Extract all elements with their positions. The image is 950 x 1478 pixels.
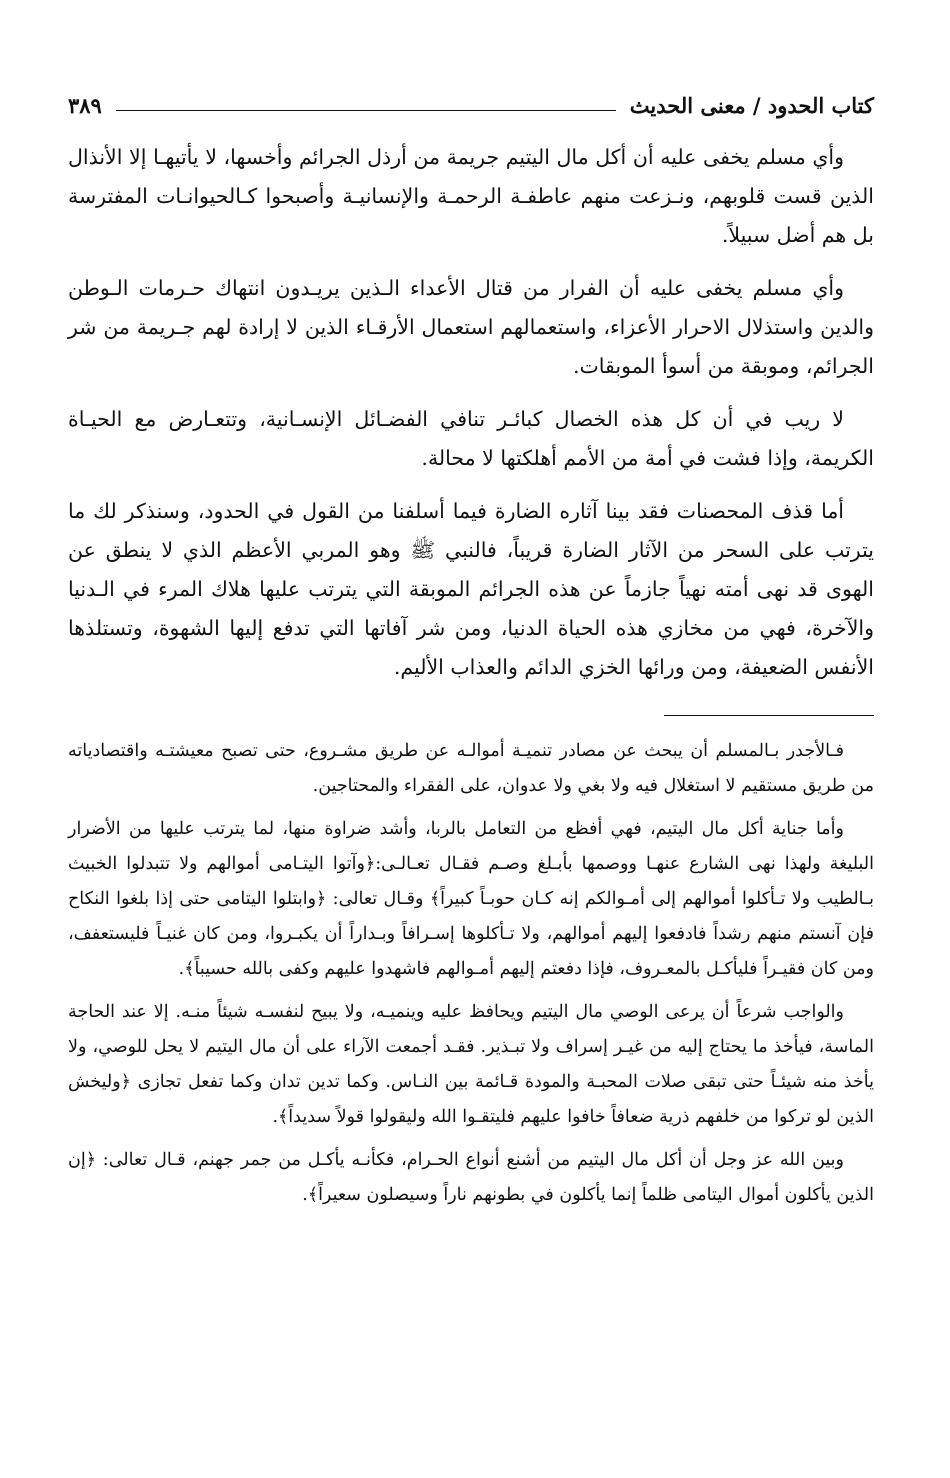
page-number: ٣٨٩	[68, 93, 102, 118]
footnote-paragraph-1: فـالأجدر بـالمسلم أن يبحث عن مصادر تنميـة أموالـه عن طريق مشـروع، حتى تصبح معيشتـه واقتصادياته من طريق مستقيم لا استغلال فيه ولا بغي ولا عدوان، على الفقراء والمحتاجين.	[68, 741, 874, 796]
book-page	[68, 88, 874, 1448]
main-paragraph-2: وأي مسلم يخفى عليه أن الفرار من قتال الأعداء الـذين يريـدون انتهاك حـرمات الـوطن والدين واستذلال الاحرار الأعزاء، واستعمالهم استعمال الأرقـاء الذين لا إرادة لهم جـريمة من شر الجرائم، وموبقة من أسوأ الموبقات.	[68, 276, 874, 378]
footnote-paragraph-4: وبين الله عز وجل أن أكل مال اليتيم من أشنع أنواع الحـرام، فكأنـه يأكـل من جمر جهنم، قـال تعالى: ﴿إن الذين يأكلون أموال اليتامى ظلماً إنما يأكلون في بطونهم ناراً وسيصلون سعيراً﴾.	[68, 1150, 874, 1205]
footnote-paragraph-3: والواجب شرعاً أن يرعى الوصي مال اليتيم ويحافظ عليه وينميـه، ولا يبيح لنفسـه شيئاً منـه. إلا عند الحاجة الماسة، فيأخذ ما يحتاج إليه من غيـر إسراف ولا تبـذير. فقـد أجمعت الآراء على أن مال اليتيم لا يحل للوصي، ولا يأخذ منه شيئـاً حتى تبقى صلات المحبـة والمودة قـائمة بين النـاس. وكما تدين تدان وكما تفعل تجازى ﴿وليخش الذين لو تركوا من خلفهم ذرية ضعافاً خافوا عليهم فليتقـوا الله وليقولوا قولاً سديداً﴾.	[68, 1002, 874, 1127]
footnote-paragraph-2: وأما جناية أكل مال اليتيم، فهي أفظع من التعامل بالربا، وأشد ضراوة منها، لما يترتب عليها من الأضرار البليغة ولهذا نهى الشارع عنهـا ووصمها بأبـلغ وصـم فقـال تعـالـى:﴿وآتوا اليتـامى أموالهم ولا تتبدلوا الخبيث بـالطيب ولا تـأكلوا أموالهم إلى أمـوالكم إنه كـان حوبـاً كبيراً﴾ وقـال تعالى: ﴿وابتلوا اليتامى حتى إذا بلغوا النكاح فإن آنستم منهم رشداً فادفعوا إليهم أموالهم، ولا تـأكلوها إسـرافاً وبـداراً أن يكبـروا، ومن كان غنيـاً فليستعفف، ومن كان فقيـراً فليأكـل بالمعـروف، فإذا دفعتم إليهم أمـوالهم فاشهدوا عليهم وكفى بالله حسيباً﴾.	[68, 819, 874, 979]
main-text	[68, 138, 874, 687]
footnote-separator	[664, 715, 874, 716]
running-header	[68, 88, 874, 124]
header-rule	[116, 110, 616, 111]
main-paragraph-1: وأي مسلم يخفى عليه أن أكل مال اليتيم جريمة من أرذل الجرائم وأخسها، لا يأتيهـا إلا الأنذال الذين قست قلوبهم، ونـزعت منهم عاطفـة الرحمـة والإنسانيـة وأصبحوا كـالحيوانـات المفترسة بل هم أضل سبيلاً.	[68, 145, 874, 247]
footnotes	[68, 734, 874, 1213]
header-title: كتاب الحدود / معنى الحديث	[629, 93, 874, 118]
main-paragraph-3: لا ريب في أن كل هذه الخصال كبائـر تنافي الفضـائل الإنسـانية، وتتعـارض مع الحيـاة الكريمة، وإذا فشت في أمة من الأمم أهلكتها لا محالة.	[68, 407, 874, 470]
main-paragraph-4: أما قذف المحصنات فقد بينا آثاره الضارة فيما أسلفنا من القول في الحدود، وسنذكر لك ما يترتب على السحر من الآثار الضارة قريباً، فالنبي ﷺ وهو المربي الأعظم الذي لا ينطق عن الهوى قد نهى أمته نهياً جازماً عن هذه الجرائم الموبقة التي يترتب عليها هلاك المرء في الـدنيا والآخرة، فهي من مخازي هذه الحياة الدنيا، ومن شر آفاتها التي تدفع إليها الشهوة، وتستلذها الأنفس الضعيفة، ومن ورائها الخزي الدائم والعذاب الأليم.	[68, 499, 874, 679]
